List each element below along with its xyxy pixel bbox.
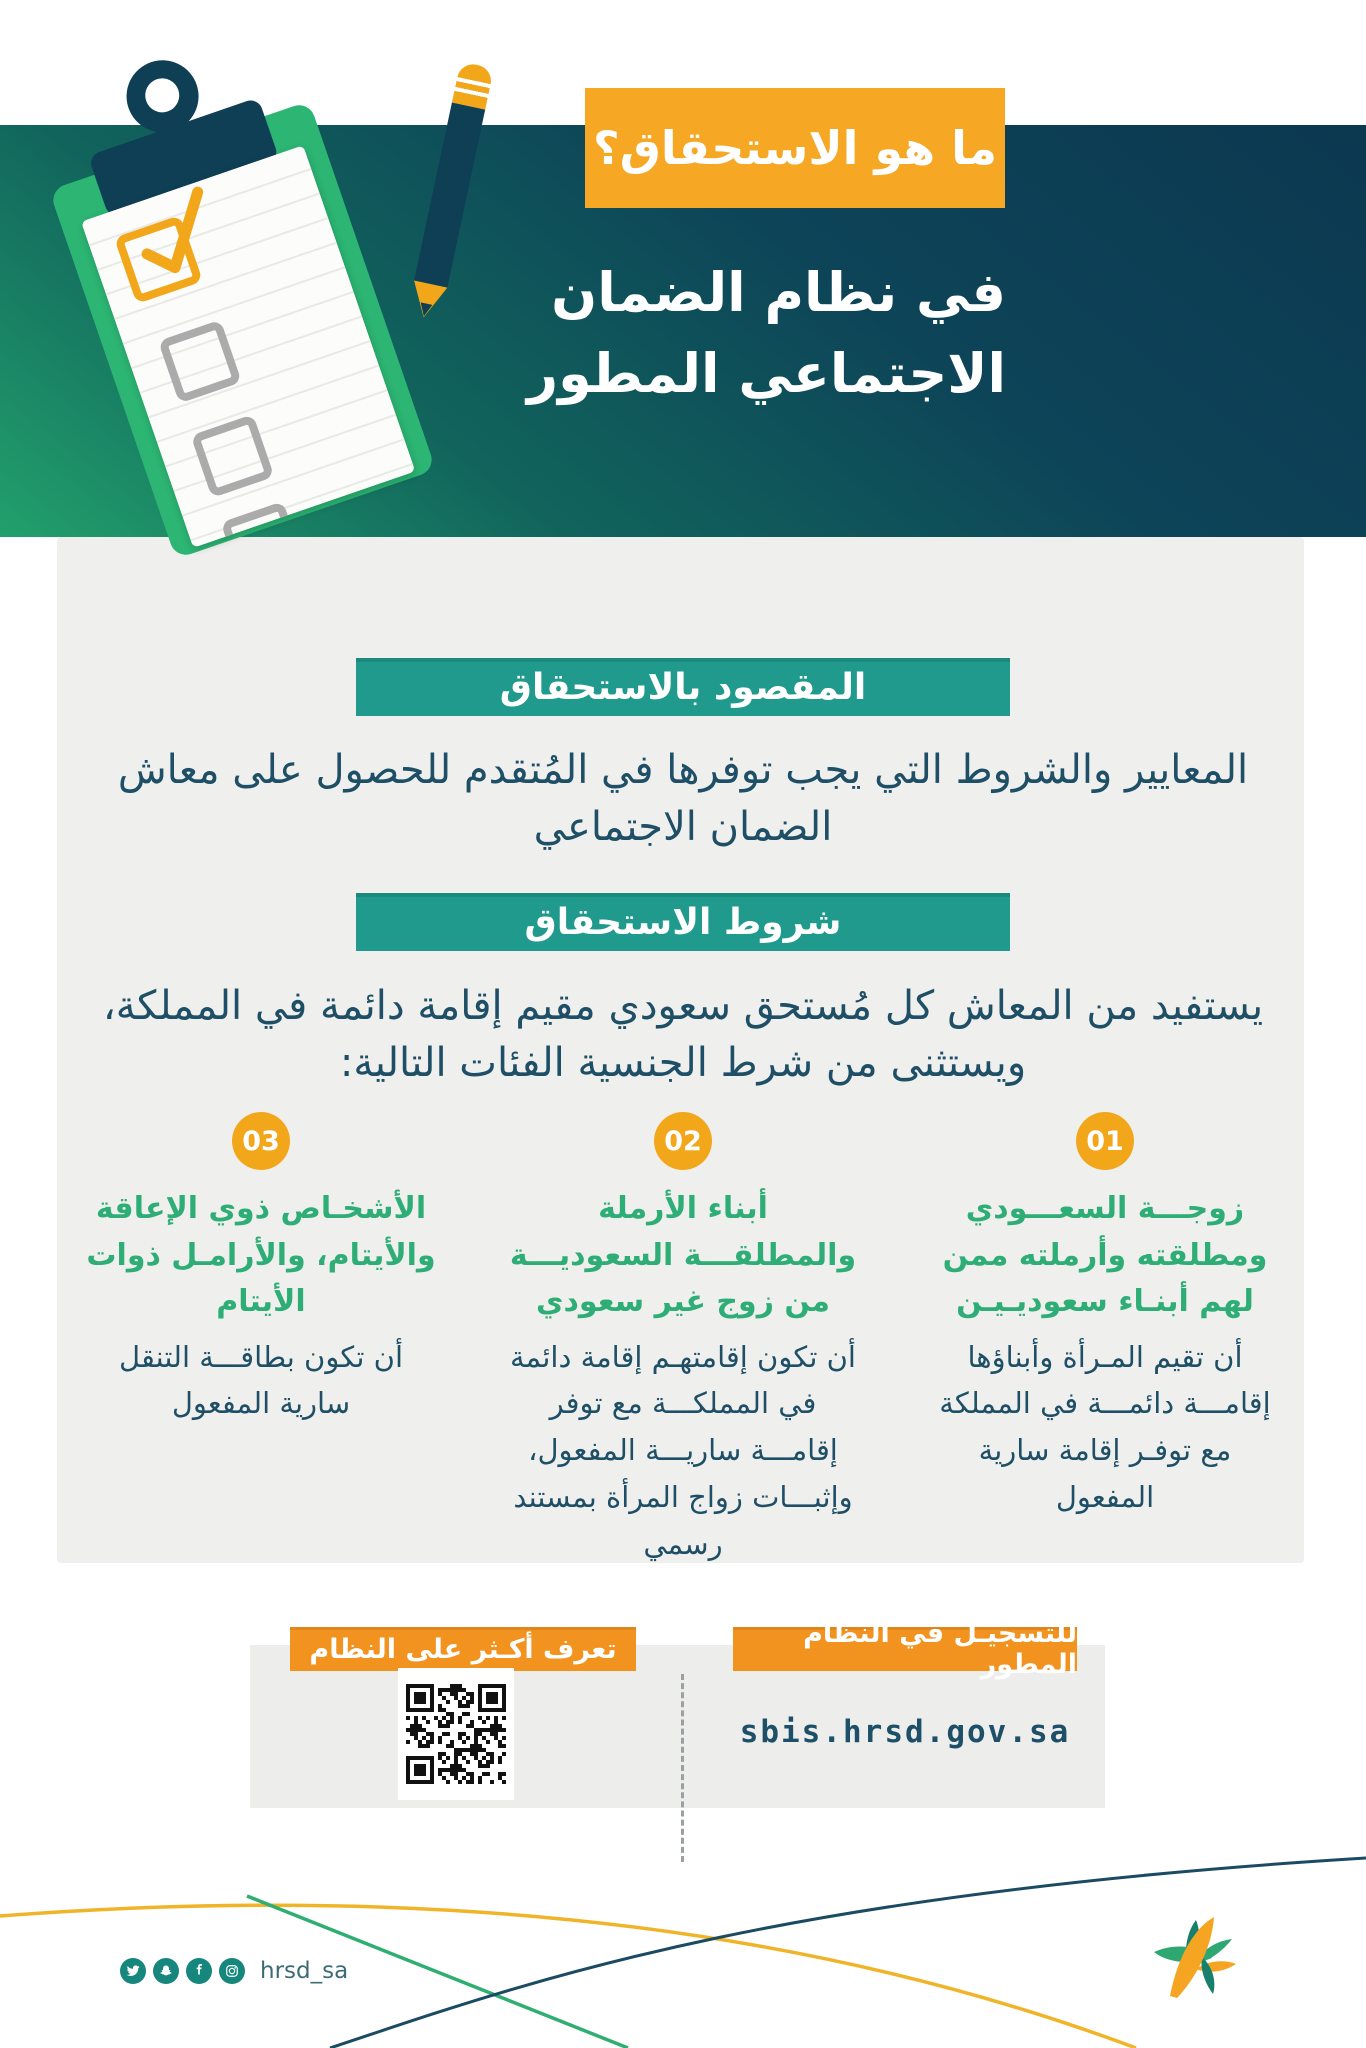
empty-checkbox-icon	[221, 501, 305, 548]
section-title: المقصود بالاستحقاق	[499, 666, 867, 708]
pencil-eraser	[452, 61, 494, 109]
learn-more-banner	[290, 1627, 636, 1671]
clipboard-illustration	[50, 40, 510, 600]
section-banner-conditions	[356, 893, 1010, 951]
category-number-badge	[1076, 1112, 1134, 1170]
register-label: للتسجيـل في النظام المطور	[803, 1618, 1077, 1680]
dashed-divider	[681, 1674, 684, 1862]
category-columns	[85, 1112, 1281, 1568]
category-01	[929, 1112, 1281, 1568]
category-number-badge	[654, 1112, 712, 1170]
social-handle[interactable]: hrsd_sa	[260, 1958, 349, 1984]
category-body: أن تكون إقامتهـم إقامة دائمة في المملكـــة مع توفر إقامـــة ساريـــة المفعول، وإثبـــات زواج المرأة بمستند رسمي	[510, 1339, 856, 1562]
register-banner	[733, 1618, 1077, 1680]
registration-url[interactable]: sbis.hrsd.gov.sa	[739, 1714, 1071, 1750]
category-heading: الأشخـاص ذوي الإعاقة والأيتام، والأرامـل ذوات الأيتام	[86, 1191, 436, 1319]
category-number: 03	[242, 1125, 280, 1157]
category-body: أن تقيم المـرأة وأبناؤها إقامـــة دائمـــة في المملكة مع توفـر إقامة سارية المفعول	[939, 1339, 1271, 1515]
category-03	[85, 1112, 437, 1568]
category-number: 01	[1086, 1125, 1124, 1157]
category-heading: زوجـــة السعـــودي ومطلقته وأرملته ممن لهم أبنـاء سعوديـيـن	[942, 1191, 1268, 1319]
category-number-badge	[232, 1112, 290, 1170]
qr-code-icon	[406, 1684, 506, 1784]
section-title: شروط الاستحقاق	[524, 901, 842, 943]
learn-more-label: تعرف أكـثر على النظام	[309, 1633, 617, 1665]
category-02	[507, 1112, 859, 1568]
checklist-paper	[81, 145, 416, 548]
empty-checkbox-icon	[158, 320, 242, 404]
header-subtitle: في نظام الضمان الاجتماعي المطور	[526, 261, 1006, 405]
category-heading: أبناء الأرملة والمطلقـــة السعوديـــة من زوج غير سعودي	[509, 1191, 857, 1319]
facebook-icon[interactable]	[186, 1958, 212, 1984]
snapchat-icon[interactable]	[153, 1958, 179, 1984]
instagram-icon[interactable]	[219, 1958, 245, 1984]
category-number: 02	[664, 1125, 702, 1157]
section-body-definition: المعايير والشروط التي يجب توفرها في المُتقدم للحصول على معاش الضمان الاجتماعي	[117, 747, 1249, 850]
qr-code[interactable]	[398, 1668, 514, 1800]
section-body-conditions: يستفيد من المعاش كل مُستحق سعودي مقيم إقامة دائمة في المملكة، ويستثنى من شرط الجنسية الفئات التالية:	[102, 983, 1264, 1086]
category-body: أن تكون بطاقـــة التنقل سارية المفعول	[119, 1339, 403, 1421]
header-tag-banner	[585, 88, 1005, 208]
section-banner-definition	[356, 658, 1010, 716]
header-tag-label: ما هو الاستحقاق؟	[593, 121, 997, 175]
clipboard-board	[49, 101, 436, 559]
checked-checkbox-icon	[114, 215, 203, 304]
empty-checkbox-icon	[191, 414, 275, 498]
twitter-icon[interactable]	[120, 1958, 146, 1984]
social-media-row	[120, 1958, 348, 1984]
hrsd-logo	[1140, 1912, 1244, 2002]
